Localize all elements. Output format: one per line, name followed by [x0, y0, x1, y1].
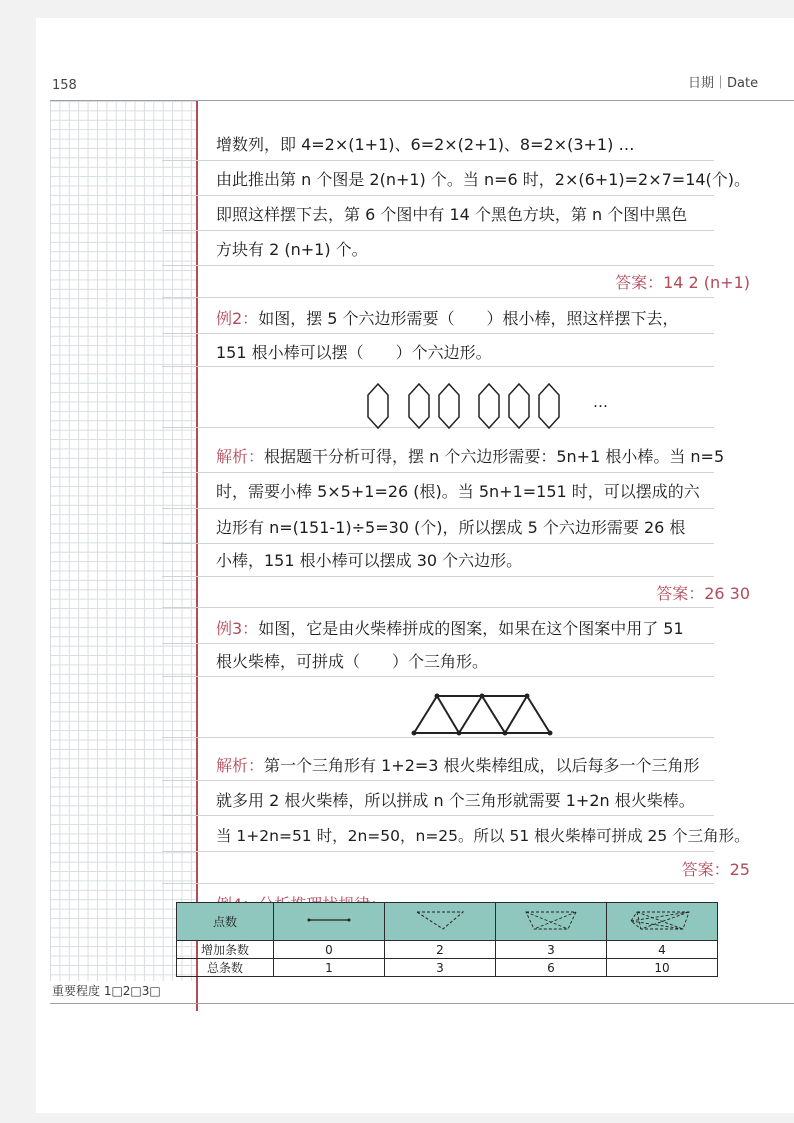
table-cell: 4: [607, 941, 718, 959]
row-label: 增加条数: [177, 941, 274, 959]
text-line-4: 方块有 2 (n+1) 个。: [216, 240, 368, 259]
text-line-3: 即照这样摆下去，第 6 个图中有 14 个黑色方块，第 n 个图中黑色: [216, 205, 688, 224]
example-2-line-2: 151 根小棒可以摆（ ）个六边形。: [216, 343, 492, 362]
row-label: 总条数: [177, 959, 274, 977]
importance-rating: 重要程度 1□2□3□: [52, 984, 161, 998]
example-3-label: 例3：: [216, 619, 259, 638]
figure-2-points: [274, 903, 385, 941]
example-3-text: 如图，它是由火柴棒拼成的图案，如果在这个图案中用了 51: [258, 619, 684, 638]
analysis-2-line-2: 时，需要小棒 5×5+1=26 (根)。当 5n+1=151 时，可以摆成的六: [216, 482, 700, 501]
points-header: 点数: [177, 903, 274, 941]
analysis-3-text: 第一个三角形有 1+2=3 根火柴棒组成，以后每多一个三角形: [264, 756, 700, 775]
table-cell: 3: [385, 959, 496, 977]
analysis-3-label: 解析：: [216, 756, 265, 775]
table-cell: 10: [607, 959, 718, 977]
analysis-3-line-3: 当 1+2n=51 时，2n=50，n=25。所以 51 根火柴棒可拼成 25 个三角形。: [216, 827, 750, 845]
example-2-label: 例2：: [216, 309, 259, 328]
hexagon-ellipsis: …: [593, 393, 608, 411]
answer-3: 答案：25: [681, 860, 750, 879]
answer-2: 答案：26 30: [656, 584, 750, 603]
points-table: [176, 902, 718, 977]
figure-3-points: [385, 903, 496, 941]
analysis-2-line-4: 小棒，151 根小棒可以摆成 30 个六边形。: [216, 551, 523, 570]
page-number: 158: [52, 78, 77, 93]
table-row: [177, 959, 718, 977]
example-2-text: 如图，摆 5 个六边形需要（ ）根小棒，照这样摆下去，: [258, 309, 679, 328]
figure-4-points: [496, 903, 607, 941]
date-label: 日期｜Date: [688, 76, 759, 91]
matchstick-zigzag: [414, 696, 550, 733]
table-row: [177, 941, 718, 959]
analysis-2-line-3: 边形有 n=(151-1)÷5=30 (个)，所以摆成 5 个六边形需要 26 根: [216, 518, 686, 537]
bottom-rule: [50, 1003, 794, 1004]
figure-5-points: [607, 903, 718, 941]
analysis-3-line-2: 就多用 2 根火柴棒，所以拼成 n 个三角形就需要 1+2n 根火柴棒。: [216, 791, 695, 810]
text-line-2: 由此推出第 n 个图是 2(n+1) 个。当 n=6 时，2×(6+1)=2×7=14(个)。: [216, 170, 751, 189]
answer-1: 答案：14 2 (n+1): [615, 273, 750, 292]
analysis-2-label: 解析：: [216, 447, 265, 466]
analysis-3-line-1: [216, 756, 700, 776]
table-cell: 3: [496, 941, 607, 959]
analysis-2-text: 根据题干分析可得，摆 n 个六边形需要：5n+1 根小棒。当 n=5: [264, 447, 725, 466]
table-cell: 0: [274, 941, 385, 959]
table-header-row: [177, 903, 718, 941]
table-cell: 2: [385, 941, 496, 959]
table-cell: 1: [274, 959, 385, 977]
text-line-1: 增数列，即 4=2×(1+1)、6=2×(2+1)、8=2×(3+1) …: [216, 135, 635, 154]
example-3-line-2: 根火柴棒，可拼成（ ）个三角形。: [216, 652, 489, 671]
table-cell: 6: [496, 959, 607, 977]
